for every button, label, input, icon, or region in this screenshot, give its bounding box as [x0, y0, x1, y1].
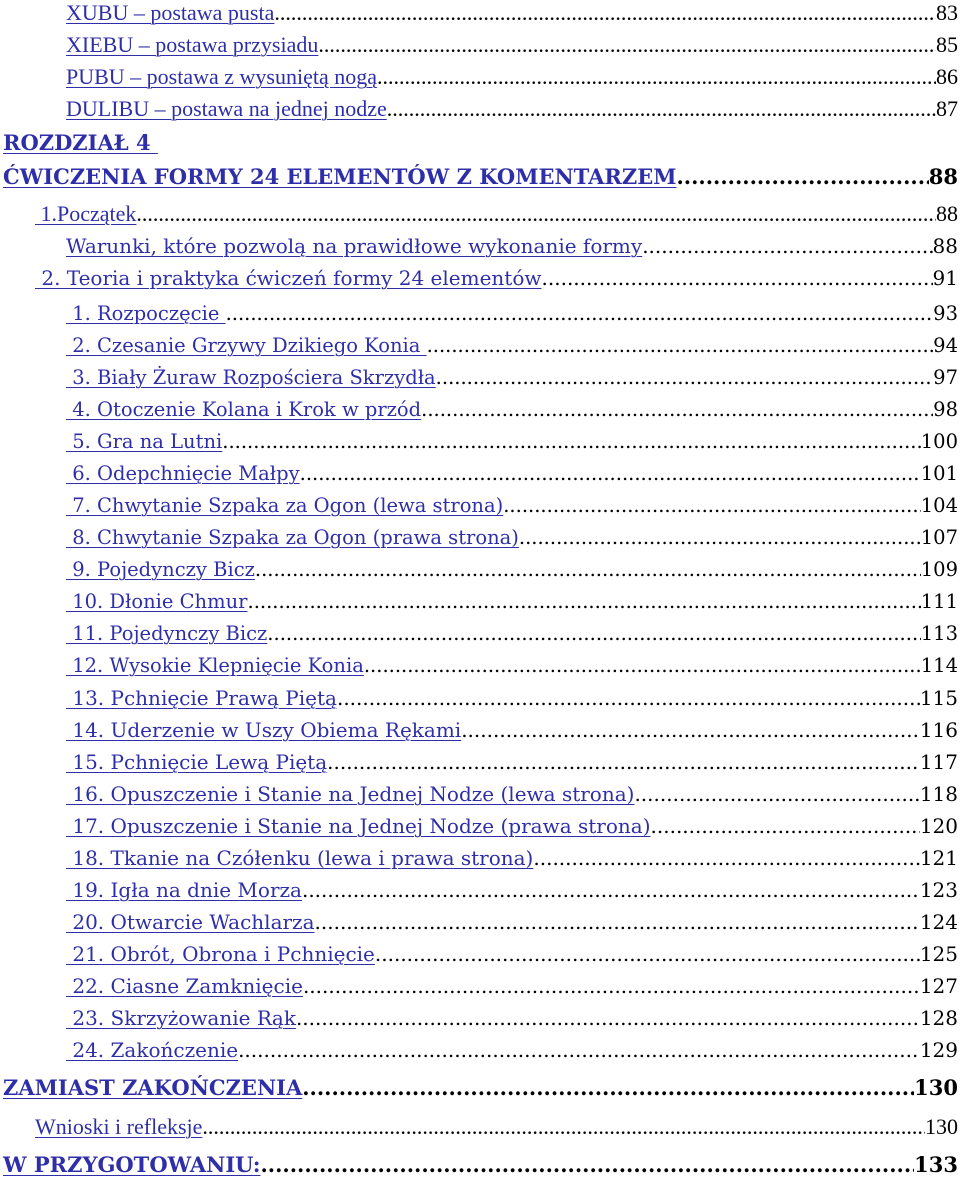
toc-page-number: 127 — [919, 974, 958, 998]
dot-leader — [337, 686, 920, 710]
toc-entry[interactable] — [0, 366, 958, 398]
toc-entry-link[interactable]: 10. Dłonie Chmur — [66, 590, 248, 613]
dot-leader — [364, 654, 921, 677]
toc-entry[interactable] — [0, 494, 958, 526]
dot-leader — [634, 782, 919, 806]
toc-page-number: 116 — [919, 718, 958, 742]
toc-entry-link[interactable]: 1. Rozpoczęcie — [66, 302, 226, 325]
dot-leader — [296, 1006, 920, 1030]
toc-entry[interactable] — [0, 526, 958, 558]
toc-entry[interactable] — [0, 398, 958, 430]
toc-entry[interactable] — [0, 1038, 958, 1070]
toc-entry-link[interactable]: 3. Biały Żuraw Rozpościera Skrzydła — [66, 366, 436, 389]
toc-page-number: 94 — [933, 334, 958, 357]
toc-entry[interactable] — [0, 974, 958, 1006]
toc-entry-link[interactable]: 20. Otwarcie Wachlarza — [66, 910, 315, 934]
toc-page-number: 130 — [914, 1075, 958, 1100]
toc-entry-link[interactable]: ZAMIAST ZAKOŃCZENIA — [3, 1075, 303, 1100]
toc-entry-link[interactable]: XIEBU – postawa przysiadu — [66, 32, 319, 57]
dot-leader — [377, 64, 936, 90]
toc-entry-link[interactable]: 2. Teoria i praktyka ćwiczeń formy 24 elementów — [35, 266, 542, 290]
dot-leader — [651, 814, 920, 838]
dot-leader — [327, 750, 920, 774]
toc-entry[interactable] — [0, 0, 958, 32]
dot-leader — [267, 622, 920, 645]
toc-entry-link[interactable]: 4. Otoczenie Kolana i Krok w przód — [66, 398, 422, 421]
dot-leader — [226, 302, 934, 325]
toc-entry-chapter[interactable] — [0, 1075, 958, 1107]
toc-entry-link[interactable]: Wnioski i refleksje — [35, 1114, 203, 1139]
toc-entry-link[interactable]: 23. Skrzyżowanie Rąk — [66, 1006, 296, 1030]
toc-entry-link[interactable]: 1.Początek — [35, 201, 137, 226]
chapter-heading[interactable] — [0, 130, 958, 162]
toc-entry[interactable] — [0, 32, 958, 64]
toc-entry-link[interactable]: DULIBU – postawa na jednej nodze — [66, 96, 387, 121]
dot-leader — [519, 526, 921, 549]
toc-page-number: 93 — [933, 302, 958, 325]
dot-leader — [202, 1114, 925, 1140]
dot-leader — [375, 942, 920, 966]
toc-entry[interactable] — [0, 334, 958, 366]
toc-entry-link[interactable]: 9. Pojedynczy Bicz — [66, 558, 255, 581]
toc-entry[interactable] — [0, 1114, 958, 1146]
dot-leader — [436, 366, 934, 389]
toc-entry-link[interactable]: 16. Opuszczenie i Stanie na Jednej Nodze (lewa strona) — [66, 782, 635, 806]
toc-page-number: 85 — [936, 32, 958, 57]
dot-leader — [238, 1038, 920, 1062]
toc-entry-link[interactable]: ĆWICZENIA FORMY 24 ELEMENTÓW Z KOMENTARZEM — [3, 164, 677, 189]
toc-entry-chapter[interactable] — [0, 164, 958, 196]
toc-entry-link[interactable]: 11. Pojedynczy Bicz — [66, 622, 268, 645]
toc-entry[interactable] — [0, 942, 958, 974]
dot-leader — [421, 398, 933, 421]
toc-entry[interactable] — [0, 814, 958, 846]
toc-entry-link[interactable]: PUBU – postawa z wysuniętą nogą — [66, 64, 378, 89]
dot-leader — [136, 201, 936, 227]
dot-leader — [300, 462, 921, 485]
toc-entry[interactable] — [0, 1006, 958, 1038]
toc-entry[interactable] — [0, 462, 958, 494]
toc-page-number: 120 — [919, 814, 958, 838]
dot-leader — [315, 910, 920, 934]
dot-leader — [302, 1075, 914, 1100]
toc-entry[interactable] — [0, 686, 958, 718]
dot-leader — [387, 96, 936, 122]
toc-entry[interactable] — [0, 654, 958, 686]
toc-entry-link[interactable]: 7. Chwytanie Szpaka za Ogon (lewa strona) — [66, 494, 504, 517]
toc-page-number: 129 — [919, 1038, 958, 1062]
dot-leader — [274, 0, 936, 26]
toc-entry-link[interactable]: 14. Uderzenie w Uszy Obiema Rękami — [66, 718, 462, 742]
dot-leader — [676, 164, 928, 189]
dot-leader — [255, 558, 921, 581]
toc-entry-link[interactable]: 17. Opuszczenie i Stanie na Jednej Nodze (prawa strona) — [66, 814, 651, 838]
dot-leader — [503, 494, 921, 517]
toc-page-number: 130 — [925, 1114, 958, 1139]
toc-page-number: 88 — [932, 234, 958, 258]
dot-leader — [542, 266, 933, 290]
toc-entry-link[interactable]: 12. Wysokie Klepnięcie Konia — [66, 654, 364, 677]
toc-entry-link[interactable]: 24. Zakończenie — [66, 1038, 239, 1062]
toc-page-number: 100 — [920, 430, 958, 453]
toc-entry[interactable] — [0, 234, 958, 266]
toc-entry-link[interactable]: 2. Czesanie Grzywy Dzikiego Konia — [66, 334, 427, 357]
toc-entry-link[interactable]: 15. Pchnięcie Lewą Piętą — [66, 750, 328, 774]
toc-entry-link[interactable]: 8. Chwytanie Szpaka za Ogon (prawa strona) — [66, 526, 519, 549]
toc-entry[interactable] — [0, 64, 958, 96]
toc-page-number: 115 — [919, 686, 958, 710]
toc-entry[interactable] — [0, 846, 958, 878]
dot-leader — [302, 878, 920, 902]
toc-page-number: 101 — [920, 462, 958, 485]
toc-entry[interactable] — [0, 201, 958, 233]
toc-entry[interactable] — [0, 558, 958, 590]
toc-page-number: 125 — [919, 942, 958, 966]
toc-entry-link[interactable]: 22. Ciasne Zamknięcie — [66, 974, 303, 998]
toc-entry[interactable] — [0, 96, 958, 128]
toc-page-number: 117 — [919, 750, 958, 774]
dot-leader — [533, 846, 919, 870]
toc-entry[interactable] — [0, 430, 958, 462]
toc-page-number: 111 — [920, 590, 958, 613]
toc-page-number: 97 — [933, 366, 958, 389]
toc-page-number: 124 — [919, 910, 958, 934]
dot-leader — [222, 430, 921, 453]
toc-page-number: 98 — [933, 398, 958, 421]
dot-leader — [260, 1152, 914, 1177]
toc-entry-link[interactable]: W PRZYGOTOWANIU: — [3, 1152, 261, 1177]
toc-page-number: 88 — [936, 201, 958, 226]
toc-page-number: 88 — [928, 164, 958, 189]
dot-leader — [318, 32, 936, 58]
toc-entry[interactable] — [0, 266, 958, 298]
toc-page-number: 123 — [919, 878, 958, 902]
dot-leader — [248, 590, 921, 613]
toc-entry[interactable] — [0, 622, 958, 654]
dot-leader — [461, 718, 920, 742]
toc-page-number: 107 — [920, 526, 958, 549]
dot-leader — [303, 974, 920, 998]
toc-entry[interactable] — [0, 718, 958, 750]
toc-page-number: 83 — [936, 0, 958, 25]
toc-page-number: 113 — [920, 622, 958, 645]
toc-page-number: 104 — [920, 494, 958, 517]
toc-page-number: 91 — [932, 266, 958, 290]
toc-page-number: 128 — [919, 1006, 958, 1030]
toc-entry[interactable] — [0, 590, 958, 622]
chapter-heading-link[interactable]: ROZDZIAŁ 4 — [3, 130, 158, 155]
toc-entry-link[interactable]: 5. Gra na Lutni — [66, 430, 223, 453]
toc-page-number: 87 — [936, 96, 958, 121]
toc-page-number: 109 — [920, 558, 958, 581]
toc-entry-link[interactable]: 6. Odepchnięcie Małpy — [66, 462, 300, 485]
toc-entry[interactable] — [0, 750, 958, 782]
toc-entry-link[interactable]: XUBU – postawa pusta — [66, 0, 275, 25]
toc-page-number: 114 — [920, 654, 958, 677]
toc-entry-link[interactable]: 18. Tkanie na Czółenku (lewa i prawa strona) — [66, 846, 534, 870]
toc-entry[interactable] — [0, 302, 958, 334]
toc-entry-link[interactable]: 19. Igła na dnie Morza — [66, 878, 302, 902]
toc-entry-link[interactable]: 13. Pchnięcie Prawą Piętą — [66, 686, 337, 710]
dot-leader — [427, 334, 934, 357]
toc-entry-link[interactable]: Warunki, które pozwolą na prawidłowe wykonanie formy — [66, 234, 643, 258]
toc-page-number: 121 — [919, 846, 958, 870]
toc-entry[interactable] — [0, 782, 958, 814]
toc-page-number: 133 — [914, 1152, 958, 1177]
dot-leader — [642, 234, 932, 258]
toc-entry[interactable] — [0, 910, 958, 942]
toc-entry[interactable] — [0, 878, 958, 910]
toc-entry-link[interactable]: 21. Obrót, Obrona i Pchnięcie — [66, 942, 375, 966]
toc-page-number: 86 — [936, 64, 958, 89]
toc-entry-chapter[interactable] — [0, 1152, 958, 1184]
toc-page-number: 118 — [919, 782, 958, 806]
